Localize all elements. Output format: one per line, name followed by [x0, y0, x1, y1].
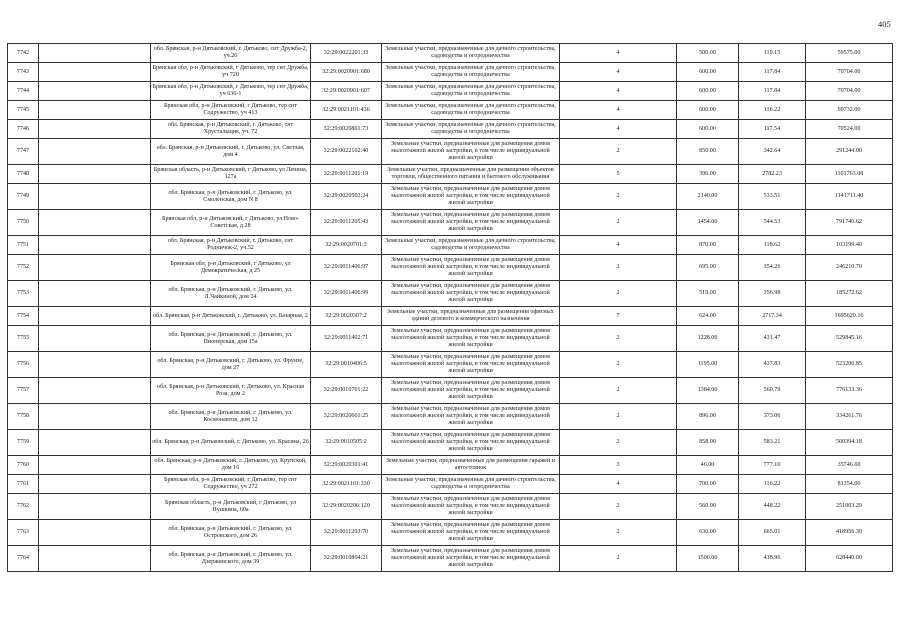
area-cell: 560.00 [677, 494, 739, 520]
area-cell: 500.00 [677, 44, 739, 63]
group-cell: 5 [560, 165, 677, 184]
specific-value-cell: 373.06 [739, 404, 806, 430]
table-row [8, 378, 893, 404]
cadastral-number-cell: 32:29:0011406:99 [311, 281, 382, 307]
blank-cell [39, 307, 151, 326]
group-cell: 4 [560, 120, 677, 139]
area-cell: 1500.00 [677, 546, 739, 572]
group-cell: 4 [560, 101, 677, 120]
cadastral-value-cell: 628440.00 [806, 546, 893, 572]
area-cell: 46.00 [677, 456, 739, 475]
land-use-cell: Земельные участки, предназначенные для размещения домов малоэтажной жилой застройки, в том числе индивидуальной жилой застройки [382, 139, 560, 165]
group-cell: 2 [560, 378, 677, 404]
blank-cell [39, 236, 151, 255]
area-cell: 1195.00 [677, 352, 739, 378]
table-row [8, 184, 893, 210]
address-cell: обл. Брянская, р-н Дятьковский, г. Дятьково, ул. Базарная, 2 [151, 307, 311, 326]
blank-cell [39, 352, 151, 378]
cadastral-number-cell: 32:29:0020801:73 [311, 120, 382, 139]
area-cell: 870.00 [677, 236, 739, 255]
land-use-cell: Земельные участки, предназначенные для дачного строительства, садоводства и огородничества [382, 475, 560, 494]
group-cell: 4 [560, 63, 677, 82]
address-cell: обл. Брянская, р-н Дятьковский, г. Дятьково, снт Родничок-2, уч.52 [151, 236, 311, 255]
group-cell: 3 [560, 456, 677, 475]
specific-value-cell: 418.96 [739, 546, 806, 572]
area-cell: 2140.00 [677, 184, 739, 210]
blank-cell [39, 210, 151, 236]
table-row [8, 120, 893, 139]
cadastral-number-cell: 32:29:0022201:33 [311, 44, 382, 63]
area-cell: 519.00 [677, 281, 739, 307]
land-use-cell: Земельные участки, предназначенные для размещения домов малоэтажной жилой застройки, в том числе индивидуальной жилой застройки [382, 255, 560, 281]
row-id: 7746 [8, 120, 39, 139]
cadastral-number-cell: 32:29:0021101:330 [311, 475, 382, 494]
land-use-cell: Земельные участки, предназначенные для дачного строительства, садоводства и огородничества [382, 120, 560, 139]
blank-cell [39, 139, 151, 165]
specific-value-cell: 342.64 [739, 139, 806, 165]
blank-cell [39, 44, 151, 63]
cadastral-value-cell: 246210.70 [806, 255, 893, 281]
group-cell: 7 [560, 307, 677, 326]
cadastral-value-cell: 291244.00 [806, 139, 893, 165]
address-cell: обл. Брянская, р-н Дятьковский, г. Дятьково, ул. Крупской, дом 16 [151, 456, 311, 475]
address-cell: Брянская обл, р-н Дятьковский, г Дятьково, ул Ново-Советская, д 28 [151, 210, 311, 236]
row-id: 7764 [8, 546, 39, 572]
cadastral-number-cell: 32:29:0011201:19 [311, 165, 382, 184]
cadastral-number-cell: 32:29:0011406:97 [311, 255, 382, 281]
cadastral-value-cell: 70704.00 [806, 82, 893, 101]
cadastral-number-cell: 32:29:0010701:22 [311, 378, 382, 404]
table-row [8, 63, 893, 82]
cadastral-value-cell: 185272.62 [806, 281, 893, 307]
row-id: 7743 [8, 63, 39, 82]
area-cell: 600.00 [677, 63, 739, 82]
group-cell: 2 [560, 430, 677, 456]
address-cell: обл. Брянская, р-н Дятьковский, г. Дятьково, снт Дружба-2, уч.26 [151, 44, 311, 63]
address-cell: Брянская область, р-н Дятьковский, г Дятьково, ул Ленина, 127а [151, 165, 311, 184]
cadastral-value-cell: 81354.00 [806, 475, 893, 494]
cadastral-value-cell: 529845.16 [806, 326, 893, 352]
row-id: 7762 [8, 494, 39, 520]
row-id: 7758 [8, 404, 39, 430]
blank-cell [39, 165, 151, 184]
table-row [8, 430, 893, 456]
address-cell: обл. Брянская, р-н Дятьковский, г. Дятьково, снт Хрустальщик, уч. 72 [151, 120, 311, 139]
land-use-cell: Земельные участки, предназначенные для размещения домов малоэтажной жилой застройки, в том числе индивидуальной жилой застройки [382, 378, 560, 404]
group-cell: 2 [560, 326, 677, 352]
specific-value-cell: 544.53 [739, 210, 806, 236]
table-row [8, 307, 893, 326]
table-row [8, 404, 893, 430]
group-cell: 2 [560, 546, 677, 572]
land-use-cell: Земельные участки, предназначенные для размещения домов малоэтажной жилой застройки, в том числе индивидуальной жилой застройки [382, 184, 560, 210]
row-id: 7742 [8, 44, 39, 63]
address-cell: обл. Брянская, р-н Дятьковский, г. Дятьково, ул. Космонавтов, дом 12 [151, 404, 311, 430]
row-id: 7744 [8, 82, 39, 101]
table-row [8, 139, 893, 165]
cadastral-value-cell: 251003.20 [806, 494, 893, 520]
area-cell: 700.00 [677, 475, 739, 494]
land-use-cell: Земельные участки, предназначенные для размещения домов малоэтажной жилой застройки, в том числе индивидуальной жилой застройки [382, 430, 560, 456]
blank-cell [39, 101, 151, 120]
specific-value-cell: 437.83 [739, 352, 806, 378]
row-id: 7750 [8, 210, 39, 236]
cadastral-value-cell: 70704.00 [806, 63, 893, 82]
address-cell: обл. Брянская, р-н Дятьковский, г. Дятьково, ул. Фрунзе, дом 27 [151, 352, 311, 378]
cadastral-value-cell: 103199.40 [806, 236, 893, 255]
group-cell: 2 [560, 404, 677, 430]
cadastral-number-cell: 32:29:0011402:71 [311, 326, 382, 352]
specific-value-cell: 583.21 [739, 430, 806, 456]
specific-value-cell: 116.22 [739, 101, 806, 120]
specific-value-cell: 116.22 [739, 475, 806, 494]
address-cell: обл. Брянская, р-н Дятьковский, г. Дятьково, ул. Светлая, дом 4 [151, 139, 311, 165]
cadastral-value-cell: 1141711.40 [806, 184, 893, 210]
group-cell: 2 [560, 255, 677, 281]
row-id: 7763 [8, 520, 39, 546]
area-cell: 1228.00 [677, 326, 739, 352]
group-cell: 2 [560, 352, 677, 378]
specific-value-cell: 117.84 [739, 63, 806, 82]
cadastral-value-cell: 70524.00 [806, 120, 893, 139]
specific-value-cell: 2717.34 [739, 307, 806, 326]
land-use-cell: Земельные участки, предназначенные для размещения объектов торговли, общественного питания и бытового обслуживания [382, 165, 560, 184]
area-cell: 624.00 [677, 307, 739, 326]
group-cell: 4 [560, 475, 677, 494]
blank-cell [39, 120, 151, 139]
group-cell: 2 [560, 139, 677, 165]
blank-cell [39, 494, 151, 520]
land-use-cell: Земельные участки, предназначенные для дачного строительства, садоводства и огородничества [382, 101, 560, 120]
address-cell: обл. Брянская, р-н Дятьковский, г. Дятьково, ул. Островского, дом 26 [151, 520, 311, 546]
cadastral-value-cell: 523206.85 [806, 352, 893, 378]
row-id: 7752 [8, 255, 39, 281]
page-number: 405 [878, 19, 891, 29]
land-use-cell: Земельные участки, предназначенные для размещения домов малоэтажной жилой застройки, в том числе индивидуальной жилой застройки [382, 281, 560, 307]
table-row [8, 44, 893, 63]
address-cell: Брянская область, р-н Дятьковский, г Дятьково, ул Пушкина, 60а [151, 494, 311, 520]
cadastral-number-cell: 32:29:0020901:680 [311, 63, 382, 82]
table-row [8, 165, 893, 184]
group-cell: 2 [560, 520, 677, 546]
address-cell: Брянская обл, р-н Дятьковский, г Дятьково, тер снт Дружба, уч 636-1 [151, 82, 311, 101]
cadastral-number-cell: 32:29:0020701:3 [311, 236, 382, 255]
land-use-cell: Земельные участки, предназначенные для дачного строительства, садоводства и огородничества [382, 236, 560, 255]
land-use-cell: Земельные участки, предназначенные для размещения домов малоэтажной жилой застройки, в том числе индивидуальной жилой застройки [382, 520, 560, 546]
blank-cell [39, 82, 151, 101]
table-row [8, 546, 893, 572]
cadastral-number-cell: 32:29:0020901:607 [311, 82, 382, 101]
table-row [8, 326, 893, 352]
specific-value-cell: 448.22 [739, 494, 806, 520]
land-use-cell: Земельные участки, предназначенные для дачного строительства, садоводства и огородничества [382, 63, 560, 82]
cadastral-value-cell: 1695620.16 [806, 307, 893, 326]
area-cell: 858.00 [677, 430, 739, 456]
blank-cell [39, 255, 151, 281]
area-cell: 600.00 [677, 82, 739, 101]
group-cell: 4 [560, 44, 677, 63]
cadastral-value-cell: 776133.36 [806, 378, 893, 404]
blank-cell [39, 378, 151, 404]
land-use-cell: Земельные участки, предназначенные для размещения офисных зданий делового и коммерческого назначения [382, 307, 560, 326]
area-cell: 630.00 [677, 520, 739, 546]
blank-cell [39, 456, 151, 475]
table-row [8, 210, 893, 236]
row-id: 7756 [8, 352, 39, 378]
land-use-cell: Земельные участки, предназначенные для дачного строительства, садоводства и огородничества [382, 44, 560, 63]
address-cell: обл. Брянская, р-н Дятьковский, г. Дятьково, ул. Дзержинского, дом 39 [151, 546, 311, 572]
cadastral-value-cell: 791746.62 [806, 210, 893, 236]
row-id: 7749 [8, 184, 39, 210]
group-cell: 4 [560, 236, 677, 255]
cadastral-number-cell: 32:29:0011205:43 [311, 210, 382, 236]
land-use-cell: Земельные участки, предназначенные для размещения домов малоэтажной жилой застройки, в том числе индивидуальной жилой застройки [382, 546, 560, 572]
area-cell: 1454.00 [677, 210, 739, 236]
specific-value-cell: 777.10 [739, 456, 806, 475]
area-cell: 1384.00 [677, 378, 739, 404]
specific-value-cell: 119.15 [739, 44, 806, 63]
specific-value-cell: 560.79 [739, 378, 806, 404]
row-id: 7753 [8, 281, 39, 307]
land-use-cell: Земельные участки, предназначенные для дачного строительства, садоводства и огородничества [382, 82, 560, 101]
table-row [8, 281, 893, 307]
specific-value-cell: 356.98 [739, 281, 806, 307]
cadastral-number-cell: 32:29:0020307:2 [311, 307, 382, 326]
land-use-cell: Земельные участки, предназначенные для размещения домов малоэтажной жилой застройки, в том числе индивидуальной жилой застройки [382, 352, 560, 378]
row-id: 7761 [8, 475, 39, 494]
address-cell: обл. Брянская, р-н Дятьковский, г. Дятьково, ул. Смоленская, дом N 8 [151, 184, 311, 210]
table-row [8, 494, 893, 520]
group-cell: 2 [560, 281, 677, 307]
table-row [8, 475, 893, 494]
table-row [8, 520, 893, 546]
blank-cell [39, 404, 151, 430]
cadastral-number-cell: 32:29:0011203:70 [311, 520, 382, 546]
address-cell: обл. Брянская, р-н Дятьковский, г. Дятьково, ул. Л.Чайкиной, дом 24 [151, 281, 311, 307]
cadastral-number-cell: 32:29:0020301:41 [311, 456, 382, 475]
group-cell: 2 [560, 210, 677, 236]
table-body [8, 44, 893, 572]
row-id: 7755 [8, 326, 39, 352]
cadastral-number-cell: 32:29:0010804:21 [311, 546, 382, 572]
blank-cell [39, 475, 151, 494]
table-row [8, 236, 893, 255]
blank-cell [39, 430, 151, 456]
address-cell: обл. Брянская, р-н Дятьковский, г. Дятьково, ул. Красная Роза, дом 2 [151, 378, 311, 404]
row-id: 7745 [8, 101, 39, 120]
cadastral-value-cell: 1101763.08 [806, 165, 893, 184]
specific-value-cell: 118.62 [739, 236, 806, 255]
blank-cell [39, 546, 151, 572]
table-row [8, 255, 893, 281]
address-cell: Брянская обл, р-н Дятьковский, г Дятьково, ул Демократическая, д 25 [151, 255, 311, 281]
row-id: 7757 [8, 378, 39, 404]
land-use-cell: Земельные участки, предназначенные для размещения домов малоэтажной жилой застройки, в том числе индивидуальной жилой застройки [382, 494, 560, 520]
address-cell: обл. Брянская, р-н Дятьковский, г. Дятьково, ул. Красина, 26 [151, 430, 311, 456]
cadastral-number-cell: 32:29:0010406:5 [311, 352, 382, 378]
row-id: 7751 [8, 236, 39, 255]
blank-cell [39, 63, 151, 82]
specific-value-cell: 665.01 [739, 520, 806, 546]
area-cell: 896.00 [677, 404, 739, 430]
group-cell: 2 [560, 184, 677, 210]
land-use-cell: Земельные участки, предназначенные для размещения гаражей и автостоянок [382, 456, 560, 475]
blank-cell [39, 184, 151, 210]
address-cell: Брянская обл, р-н Дятьковский, г Дятьково, тер снт Дружба, уч 720 [151, 63, 311, 82]
specific-value-cell: 431.47 [739, 326, 806, 352]
row-id: 7747 [8, 139, 39, 165]
specific-value-cell: 117.84 [739, 82, 806, 101]
cadastral-value-cell: 334261.76 [806, 404, 893, 430]
table-row [8, 352, 893, 378]
group-cell: 2 [560, 494, 677, 520]
group-cell: 4 [560, 82, 677, 101]
cadastral-value-table [7, 43, 893, 572]
cadastral-value-cell: 35746.60 [806, 456, 893, 475]
specific-value-cell: 354.26 [739, 255, 806, 281]
land-use-cell: Земельные участки, предназначенные для размещения домов малоэтажной жилой застройки, в том числе индивидуальной жилой застройки [382, 210, 560, 236]
cadastral-number-cell: 32:29:0020601:25 [311, 404, 382, 430]
cadastral-number-cell: 32:29:0022102:40 [311, 139, 382, 165]
address-cell: Брянская обл, р-н Дятьковский, г Дятьково, тер снт Содружество, уч 272 [151, 475, 311, 494]
land-use-cell: Земельные участки, предназначенные для размещения домов малоэтажной жилой застройки, в том числе индивидуальной жилой застройки [382, 326, 560, 352]
cadastral-number-cell: 32:29:0020503:24 [311, 184, 382, 210]
land-use-cell: Земельные участки, предназначенные для размещения домов малоэтажной жилой застройки, в том числе индивидуальной жилой застройки [382, 404, 560, 430]
cadastral-number-cell: 32:29:0021101:436 [311, 101, 382, 120]
row-id: 7748 [8, 165, 39, 184]
address-cell: обл. Брянская, р-н Дятьковский, г. Дятьково, ул. Пионерская, дом 15а [151, 326, 311, 352]
blank-cell [39, 281, 151, 307]
address-cell: Брянская обл, р-н Дятьковский, г Дятьково, тер снт Содружество, уч 413 [151, 101, 311, 120]
blank-cell [39, 326, 151, 352]
area-cell: 600.00 [677, 101, 739, 120]
cadastral-value-cell: 69732.00 [806, 101, 893, 120]
area-cell: 396.00 [677, 165, 739, 184]
area-cell: 850.00 [677, 139, 739, 165]
area-cell: 600.00 [677, 120, 739, 139]
specific-value-cell: 533.51 [739, 184, 806, 210]
cadastral-value-cell: 59575.00 [806, 44, 893, 63]
specific-value-cell: 2782.23 [739, 165, 806, 184]
table-row [8, 101, 893, 120]
cadastral-value-cell: 418956.30 [806, 520, 893, 546]
cadastral-number-cell: 32:29:0020206:120 [311, 494, 382, 520]
specific-value-cell: 117.54 [739, 120, 806, 139]
cadastral-value-cell: 500394.18 [806, 430, 893, 456]
blank-cell [39, 520, 151, 546]
area-cell: 695.00 [677, 255, 739, 281]
cadastral-number-cell: 32:29:0010505:2 [311, 430, 382, 456]
table-row [8, 82, 893, 101]
row-id: 7754 [8, 307, 39, 326]
row-id: 7760 [8, 456, 39, 475]
row-id: 7759 [8, 430, 39, 456]
table-row [8, 456, 893, 475]
